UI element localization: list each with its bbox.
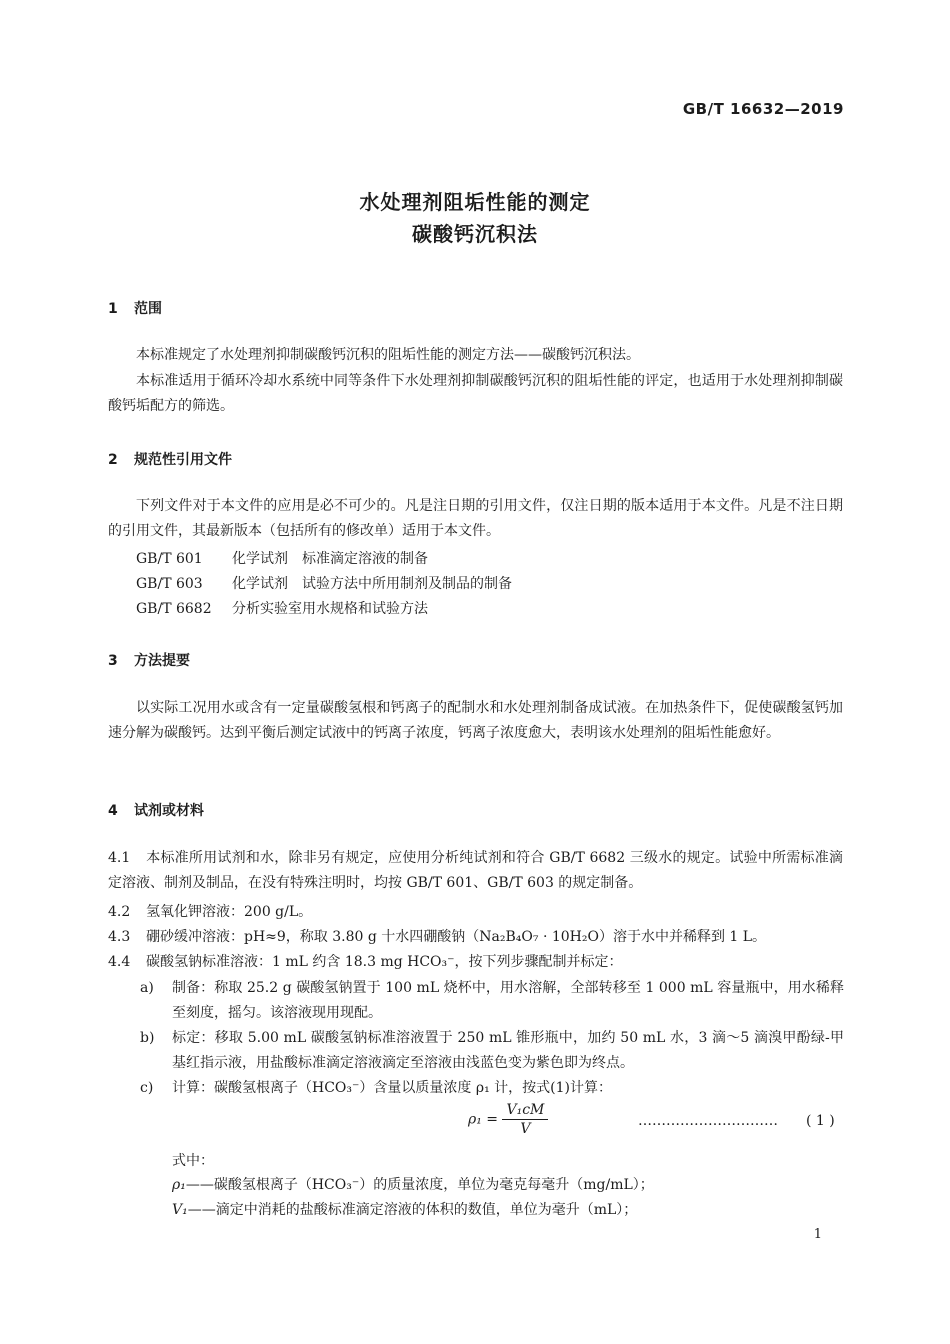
clause-text: 氢氧化钾溶液：200 g/L。 bbox=[146, 904, 313, 920]
reference-code: GB/T 603 bbox=[136, 576, 203, 592]
clause-4-3 bbox=[108, 926, 766, 946]
definition-symbol: V₁ bbox=[172, 1202, 188, 1218]
reference-item bbox=[136, 548, 428, 568]
list-item-b bbox=[140, 1026, 844, 1076]
list-label: a) bbox=[140, 980, 154, 996]
section-title: 规范性引用文件 bbox=[134, 452, 232, 468]
formula-fraction bbox=[502, 1102, 548, 1137]
page-number: 1 bbox=[813, 1227, 822, 1242]
clause-number: 4.3 bbox=[108, 929, 131, 945]
section-title: 范围 bbox=[134, 301, 162, 317]
list-text: 计算：碳酸氢根离子（HCO₃⁻）含量以质量浓度 ρ₁ 计，按式(1)计算： bbox=[172, 1080, 612, 1096]
list-label: b) bbox=[140, 1030, 155, 1046]
symbol-definition bbox=[172, 1174, 654, 1194]
clause-text: 碳酸氢钠标准溶液：1 mL 约含 18.3 mg HCO₃⁻，按下列步骤配制并标定： bbox=[146, 954, 623, 970]
section-title: 试剂或材料 bbox=[134, 803, 204, 819]
clause-number: 4.1 bbox=[108, 850, 131, 866]
section-3-paragraph-1: 以实际工况用水或含有一定量碳酸氢根和钙离子的配制水和水处理剂制备成试液。在加热条件下，促使碳酸氢钙加速分解为碳酸钙。达到平衡后测定试液中的钙离子浓度，钙离子浓度愈大，表明该水处理剂的阻垢性能愈好。 bbox=[108, 700, 843, 741]
list-item-a bbox=[140, 976, 844, 1026]
reference-title: 化学试剂 试验方法中所用制剂及制品的制备 bbox=[232, 576, 512, 592]
formula-lhs: ρ₁ = bbox=[468, 1111, 499, 1128]
section-number: 2 bbox=[108, 452, 118, 468]
reference-code: GB/T 6682 bbox=[136, 601, 212, 617]
section-number: 3 bbox=[108, 653, 118, 669]
list-label: c) bbox=[140, 1080, 154, 1096]
section-number: 1 bbox=[108, 301, 118, 317]
definition-symbol: ρ₁ bbox=[172, 1177, 186, 1193]
list-item-c bbox=[140, 1076, 844, 1101]
reference-item bbox=[136, 598, 428, 618]
document-title-line2: 碳酸钙沉积法 bbox=[412, 222, 538, 246]
clause-4-1 bbox=[108, 846, 843, 896]
list-text: 制备：称取 25.2 g 碳酸氢钠置于 100 mL 烧杯中，用水溶解，全部转移至 1 000 mL 容量瓶中，用水稀释至刻度，摇匀。该溶液现用现配。 bbox=[172, 980, 844, 1021]
formula-1 bbox=[468, 1102, 548, 1137]
formula-numerator: V₁cM bbox=[502, 1102, 548, 1120]
clause-text: 硼砂缓冲溶液：pH≈9，称取 3.80 g 十水四硼酸钠（Na₂B₄O₇ · 10H₂O）溶于水中并稀释到 1 L。 bbox=[146, 929, 767, 945]
definition-text: ——滴定中消耗的盐酸标准滴定溶液的体积的数值，单位为毫升（mL）； bbox=[187, 1202, 638, 1218]
reference-item bbox=[136, 573, 512, 593]
section-2-paragraph-1: 下列文件对于本文件的应用是必不可少的。凡是注日期的引用文件，仅注日期的版本适用于本文件。凡是不注日期的引用文件，其最新版本（包括所有的修改单）适用于本文件。 bbox=[108, 498, 843, 539]
section-1-heading bbox=[108, 298, 162, 318]
formula-denominator: V bbox=[520, 1121, 531, 1137]
section-title: 方法提要 bbox=[134, 653, 190, 669]
clause-number: 4.4 bbox=[108, 954, 131, 970]
clause-number: 4.2 bbox=[108, 904, 131, 920]
standard-number: GB/T 16632—2019 bbox=[682, 100, 844, 118]
symbol-definition bbox=[172, 1199, 637, 1219]
section-number: 4 bbox=[108, 803, 118, 819]
section-4-heading bbox=[108, 800, 204, 820]
list-text: 标定：移取 5.00 mL 碳酸氢钠标准溶液置于 250 mL 锥形瓶中，加约 50 mL 水，3 滴～5 滴溴甲酚绿-甲基红指示液，用盐酸标准滴定溶液滴定至溶液由浅蓝色变为紫色即为终点。 bbox=[172, 1030, 844, 1071]
definition-text: ——碳酸氢根离子（HCO₃⁻）的质量浓度，单位为毫克每毫升（mg/mL）； bbox=[185, 1177, 654, 1193]
clause-text: 本标准所用试剂和水，除非另有规定，应使用分析纯试剂和符合 GB/T 6682 三级水的规定。试验中所需标准滴定溶液、制剂及制品，在没有特殊注明时，均按 GB/T 601、GB/T 603 的规定制备。 bbox=[108, 850, 843, 891]
clause-4-2 bbox=[108, 901, 312, 921]
reference-title: 分析实验室用水规格和试验方法 bbox=[232, 601, 428, 617]
clause-4-4 bbox=[108, 951, 623, 971]
reference-code: GB/T 601 bbox=[136, 551, 203, 567]
formula-leader: ………………………… bbox=[638, 1113, 778, 1129]
section-1-paragraph-1: 本标准规定了水处理剂抑制碳酸钙沉积的阻垢性能的测定方法——碳酸钙沉积法。 bbox=[136, 347, 640, 363]
reference-title: 化学试剂 标准滴定溶液的制备 bbox=[232, 551, 428, 567]
formula-number: ( 1 ) bbox=[806, 1113, 835, 1129]
section-3-heading bbox=[108, 650, 190, 670]
where-label: 式中： bbox=[172, 1153, 214, 1169]
document-title-line1: 水处理剂阻垢性能的测定 bbox=[359, 190, 591, 214]
section-2-heading bbox=[108, 449, 232, 469]
section-1-paragraph-2: 本标准适用于循环冷却水系统中同等条件下水处理剂抑制碳酸钙沉积的阻垢性能的评定，也适用于水处理剂抑制碳酸钙垢配方的筛选。 bbox=[108, 373, 843, 414]
